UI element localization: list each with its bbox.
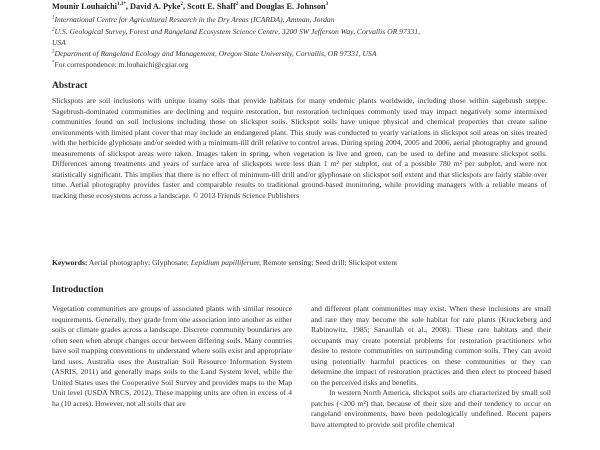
affiliation: $^3$Department of Rangeland Ecology and Management, Oregon State University, Corvallis, OR 97331, USA xyxy=(52,49,377,58)
intro-right-column xyxy=(311,304,551,430)
author-sup: 2 xyxy=(180,2,183,8)
paragraph: In western North America, slickspot soils are characterized by small soil patches (<200 m²) that, because of their size and their tendency to occur on rangeland environments, have been pedologically undefined. Recent papers have attempted to provide soil profile chemical xyxy=(311,388,551,429)
author-sup: 2 xyxy=(235,2,239,8)
affiliation: USA xyxy=(52,38,66,47)
author-name: David A. Pyke xyxy=(130,2,181,11)
affiliation: $^2$U.S. Geological Survey, Forest and Rangeland Ecosystem Science Centre, 3200 SW Jefferson Way, Corvallis OR 97331, xyxy=(52,27,420,36)
keywords: Keywords: Aerial photography; Glyphosate; Lepidium papilliferum; Remote sensing; Seed drill; Slickspot extent xyxy=(52,258,398,267)
keywords-label: Keywords: xyxy=(52,258,88,267)
affiliation: $^1$International Centre for Agricultural Research in the Dry Areas (ICARDA), Amman, Jordan xyxy=(52,15,335,24)
abstract-text: Slickspots are soil inclusions with unique loamy soils that provide habitats for many endemic plants worldwide, including those within sagebrush steppe. Sagebrush-dominated communities are declining and require restoration, but restoration techniques commonly used may impact negatively some intermixed communities found on soil inclusions including those on slickspot soils. Slickspot soils have unique physical and chemical properties that create saline environments with limited plant cover that may include an endangered plant. This study was conducted to yearly variations in slickspot soil areas on sites treated with the herbicide glyphosate and/or seeded with a minimum-till drill relative to control areas. During spring 2004, 2005 and 2006, aerial photography and ground measurements of slickspot areas were taken. Images taken in spring, when vegetation is live and green, can be used to define and measure slickspot soils. Differences among treatments and years of surface area of slickspots were less than 1 m² per subplot, out of a possible 780 m² per subplot, and were not statistically significant. This implies that there is no effect of minimum-till drill and/or glyphosate on slickspot soil extent and that slickspots are fairly stable over time. Aerial photography provides faster and comparable results to traditional ground-based monitoring, while providing managers with a reliable means of tracking these ecosystems across a landscape. © 2013 Friends Science Publishers xyxy=(52,96,547,200)
author-sup: 1,3* xyxy=(117,2,126,8)
intro-left-column: Vegetation communities are groups of associated plants with similar resource requirements. Generally, they grade from one association into another as either soils or climate grades across a landscape. Discrete community boundaries are often seen when abrupt changes occur between differing soils. Many countries have soil mapping conventions to understand where soils exist and appropriate land uses. Australia uses the Australian Soil Resource Information System (ASRIS, 2011) and generally maps soils to the Land System level, while the United States uses the Cooperative Soil Survey and provides maps to the Map Unit level (USDA NRCS, 2012). These mapping units are often in excess of 4 ha (10 acres). However, not all soils that are xyxy=(52,304,292,408)
abstract-heading: Abstract xyxy=(52,81,88,91)
author-name: Scott E. Shaff xyxy=(187,2,236,11)
paragraph: and different plant communities may exist. When these inclusions are small and rare they may become the sole habitat for rare plants (Kruckeberg and Rabinowitz, 1985; Sanaullah et al., 2008). These rare habitats and their occupants may create potential problems for restoration practitioners who desire to restore communities on surrounding common soils. They can avoid using potentially harmful practices on these communities or they can determine the impact of restoration practices and then elect to proceed based on the perceived risks and benefits. xyxy=(311,304,551,387)
author-sup: 3 xyxy=(325,2,329,8)
author-name: Mounir Louhaichi xyxy=(52,2,118,11)
correspondence: *For correspondence: m.louhaichi@cgiar.org xyxy=(52,60,189,69)
author-name: Douglas E. Johnson xyxy=(255,2,326,11)
introduction-heading: Introduction xyxy=(52,285,104,295)
author-list: Mounir Louhaichi$^{1,3*}$, David A. Pyke$^2$, Scott E. Shaff$^2$ and Douglas E. Johnson$^3$ xyxy=(52,2,329,11)
